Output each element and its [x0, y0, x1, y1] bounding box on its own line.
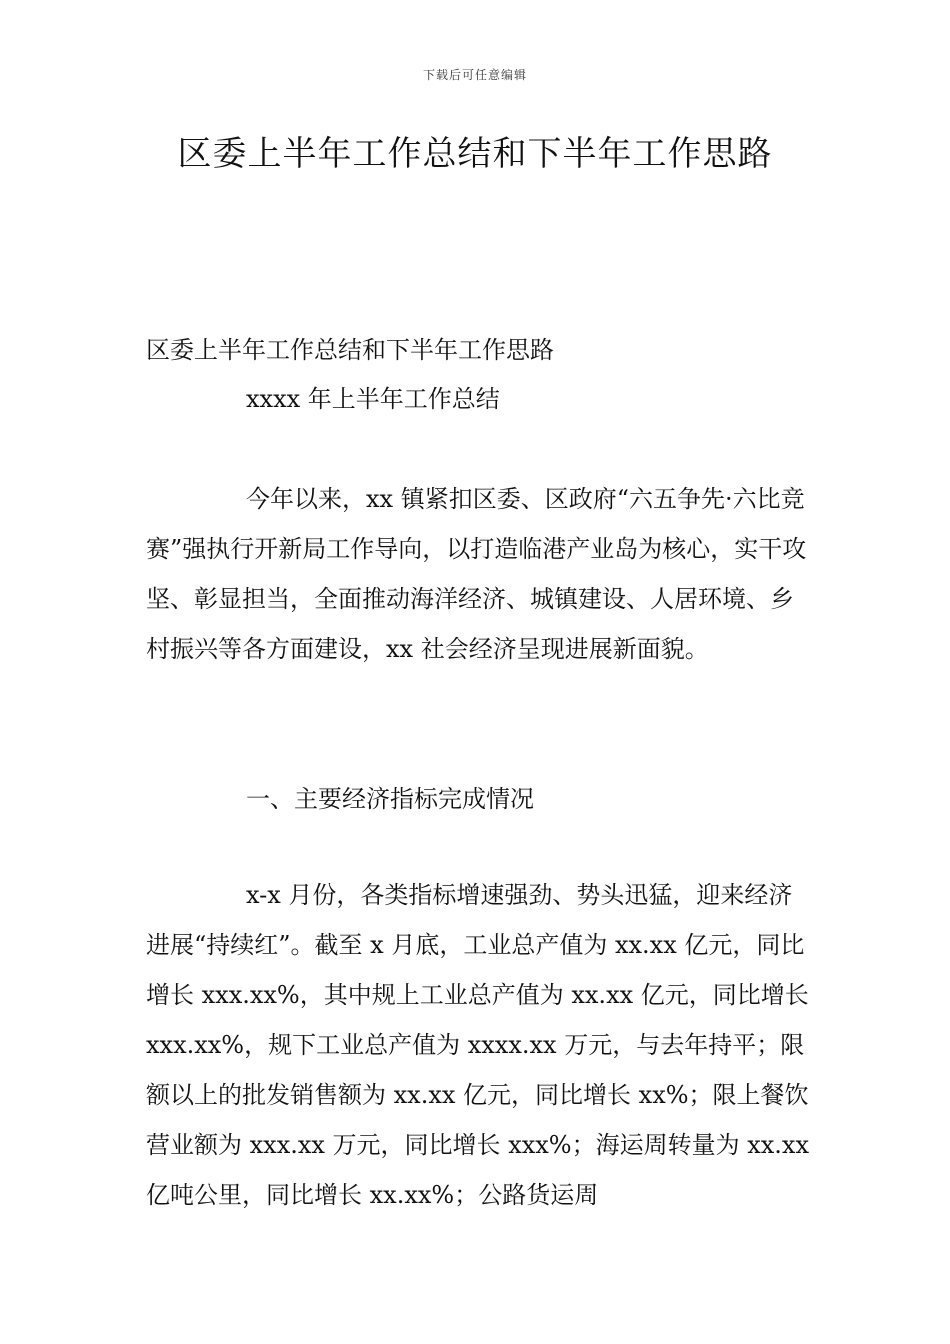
section-heading: 一、主要经济指标完成情况 [246, 785, 534, 813]
subtitle-line: 区委上半年工作总结和下半年工作思路 [146, 336, 554, 364]
intro-paragraph: 今年以来，xx 镇紧扣区委、区政府“六五争先·六比竞赛”强执行开新局工作导向，以打造临港产业岛为核心，实干攻坚、彰显担当，全面推动海洋经济、城镇建设、人居环境、乡村振兴等各方面建设，xx 社会经济呈现进展新面貌。 [146, 485, 807, 663]
economic-indicators-paragraph: x-x 月份，各类指标增速强劲、势头迅猛，迎来经济进展“持续红”。截至 x 月底，工业总产值为 xx.xx 亿元，同比增长 xxx.xx%，其中规上工业总产值为 xx.xx 亿元，同比增长 xxx.xx%，规下工业总产值为 xxxx.xx 万元，与去年持平；限额以上的批发销售额为 xx.xx 亿元，同比增长 xx%；限上餐饮营业额为 xxx.xx 万元，同比增长 xxx%；海运周转量为 xx.xx 亿吨公里，同比增长 xx.xx%；公路货运周 [146, 881, 809, 1209]
year-heading: xxxx 年上半年工作总结 [246, 385, 500, 413]
document-title: 区委上半年工作总结和下半年工作思路 [177, 134, 773, 174]
header-note: 下载后可任意编辑 [422, 68, 527, 82]
